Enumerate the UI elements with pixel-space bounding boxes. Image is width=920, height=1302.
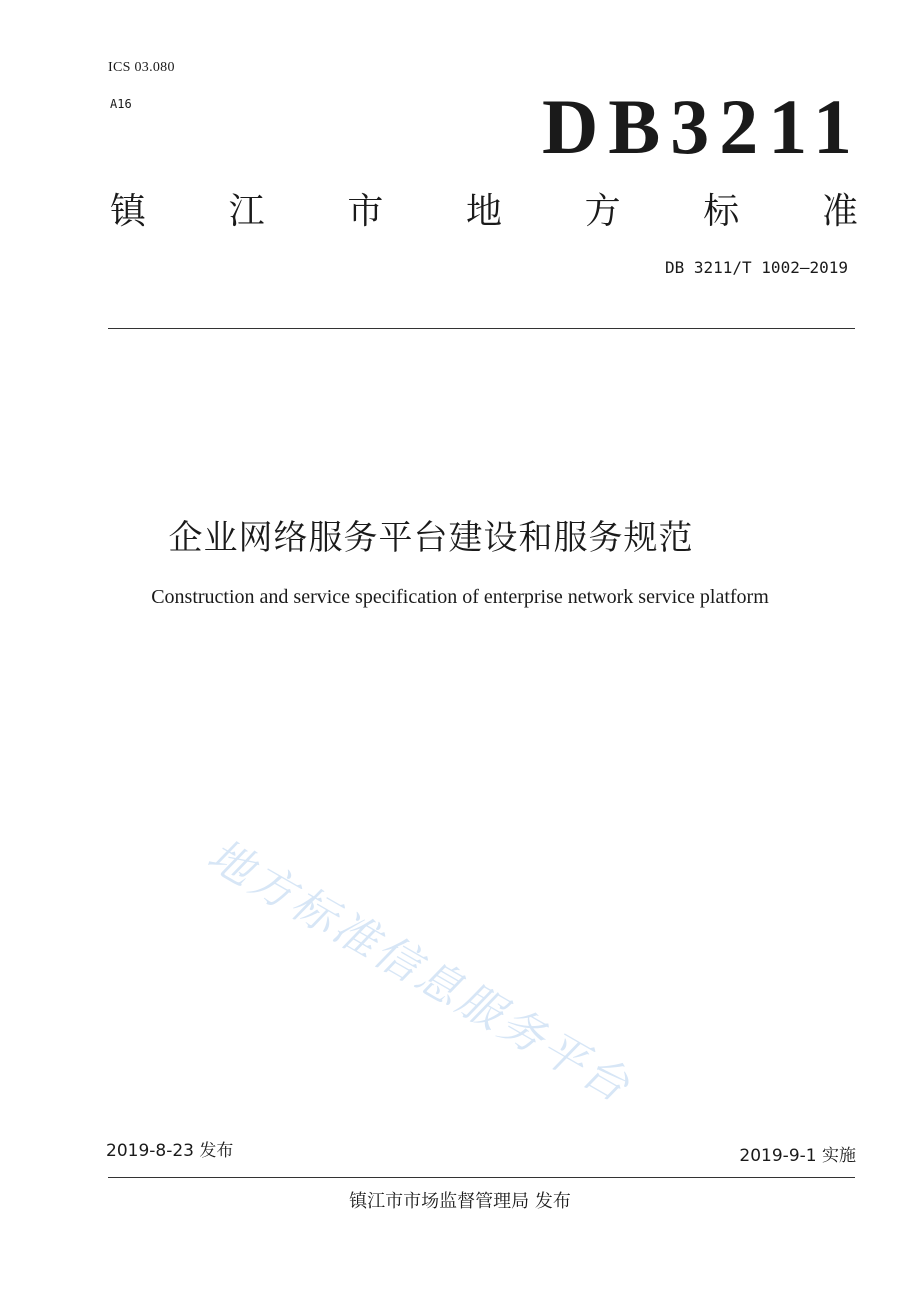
city-standard-title (110, 192, 858, 232)
implement-date: 2019-9-1 实施 (739, 1146, 856, 1166)
publish-date: 2019-8-23 发布 (106, 1141, 234, 1161)
watermark: 地方标准信息服务平台 (199, 829, 641, 1114)
ccs-code: A16 (110, 97, 132, 111)
standard-number: DB 3211/T 1002—2019 (664, 258, 848, 277)
city-standard-char: 方 (584, 191, 621, 232)
city-standard-char: 准 (821, 191, 858, 232)
city-standard-char: 镇 (110, 191, 147, 232)
header-divider (108, 328, 855, 329)
footer-divider (108, 1177, 855, 1178)
city-standard-char: 地 (465, 191, 502, 232)
document-title-chinese: 企业网络服务平台建设和服务规范 (168, 518, 694, 558)
city-standard-char: 标 (703, 191, 740, 232)
ics-code: ICS 03.080 (108, 60, 175, 75)
city-standard-char: 市 (347, 191, 384, 232)
document-title-english: Construction and service specification of enterprise network service platform (151, 586, 769, 608)
db-code: DB3211 (541, 83, 862, 170)
publisher: 镇江市市场监督管理局 发布 (349, 1191, 571, 1212)
city-standard-char: 江 (228, 191, 265, 232)
